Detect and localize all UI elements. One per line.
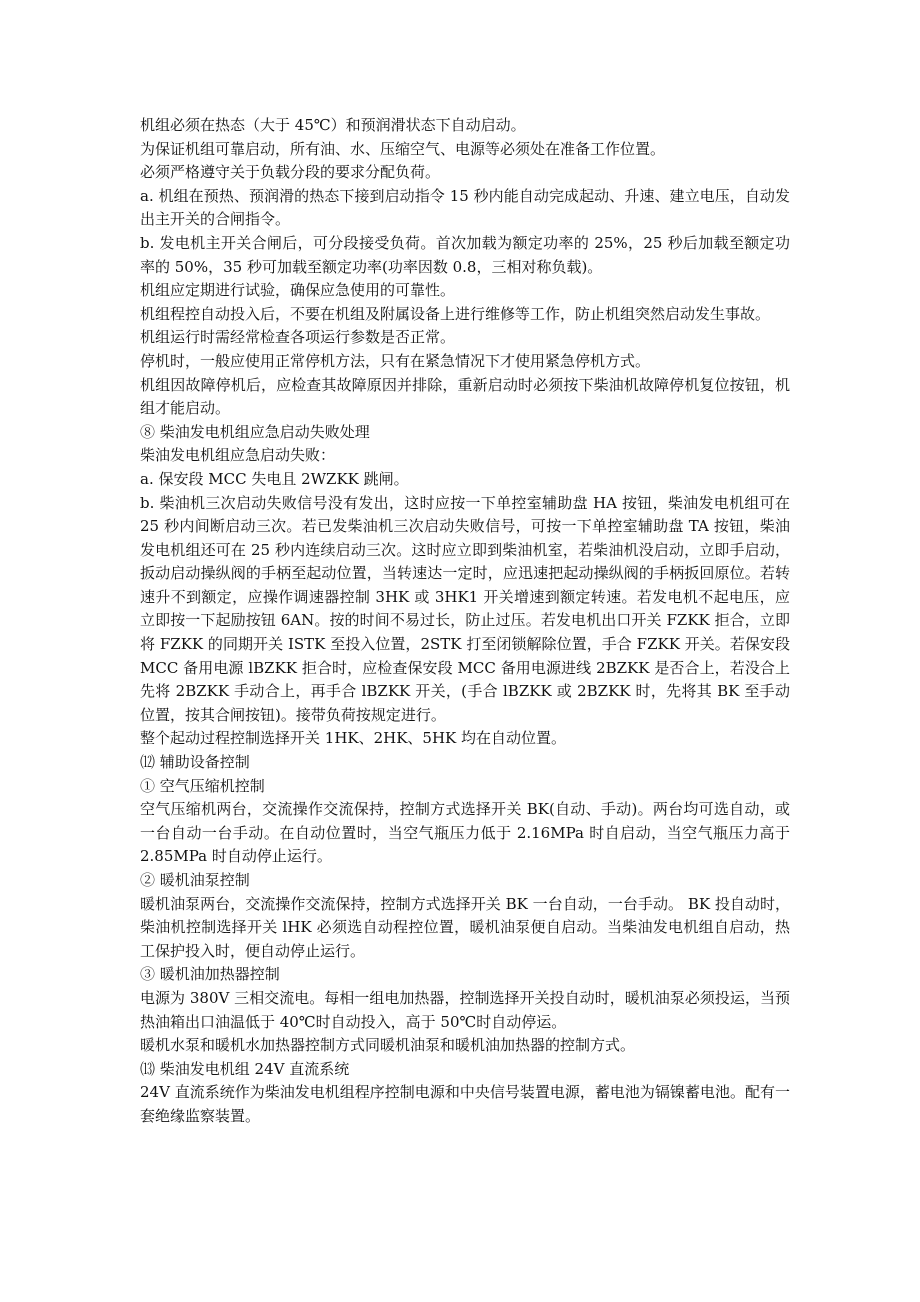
subsection-heading: ② 暖机油泵控制 [140,871,250,889]
paragraph: 暖机水泵和暖机水加热器控制方式同暖机油泵和暖机油加热器的控制方式。 [140,1036,636,1055]
paragraph: 机组应定期进行试验，确保应急使用的可靠性。 [140,281,456,300]
section-heading: ⒀ 柴油发电机组 24V 直流系统 [140,1059,350,1078]
paragraph: a. 机组在预热、预润滑的热态下接到启动指令 15 秒内能自动完成起动、升速、建立电压，自动发出主开关的合闸指令。 [140,186,790,229]
subsection-heading: ③ 暖机油加热器控制 [140,965,280,984]
section-heading: ⑧ 柴油发电机组应急启动失败处理 [140,422,370,441]
paragraph: 电源为 380V 三相交流电。每相一组电加热器，控制选择开关投自动时，暖机油泵必须投运，当预热油箱出口油温低于 40℃时自动投入，高于 50℃时自动停运。 [140,988,790,1031]
paragraph: 柴油发电机组应急启动失败： [140,446,336,465]
paragraph: 为保证机组可靠启动，所有油、水、压缩空气、电源等必须处在准备工作位置。 [140,139,666,158]
paragraph: b. 柴油机三次启动失败信号没有发出，这时应按一下单控室辅助盘 HA 按钮，柴油发电机组可在 25 秒内间断启动三次。若已发柴油机三次启动失败信号，可按一下单控室辅助盘 TA 按钮，柴油发电机组还可在 25 秒内连续启动三次。这时应立即到柴油机室，若柴油机没启动，立即手启动，扳动启动操纵阀的手柄至起动位置，当转速达一定时，应迅速把起动操纵阀的手柄扳回原位。若转速升不到额定，应操作调速器控制 3HK 或 3HK1 开关增速到额定转速。若发电机不起电压，应立即按一下起励按钮 6AN。按的时间不易过长，防止过压。若发电机出口开关 FZKK 拒合，立即将 FZKK 的同期开关 ISTK 至投入位置，2STK 打至闭锁解除位置，手合 FZKK 开关。若保安段 MCC 备用电源 lBZKK 拒合时，应检查保安段 MCC 备用电源进线 2BZKK 是否合上，若没合上先将 2BZKK 手动合上，再手合 lBZKK 开关，(手合 lBZKK 或 2BZKK 时，先将其 BK 至手动位置，按其合闸按钮)。接带负荷按规定进行。 [140,493,790,724]
paragraph: 停机时，一般应使用正常停机方法，只有在紧急情况下才使用紧急停机方式。 [140,351,651,370]
subsection-heading: ① 空气压缩机控制 [140,776,265,795]
paragraph: a. 保安段 MCC 失电且 2WZKK 跳闸。 [140,469,409,488]
paragraph: 必须严格遵守关于负载分段的要求分配负荷。 [140,163,441,182]
paragraph: 机组程控自动投入后，不要在机组及附属设备上进行维修等工作，防止机组突然启动发生事故。 [140,304,771,323]
paragraph: 机组运行时需经常检查各项运行参数是否正常。 [140,328,456,347]
paragraph: 空气压缩机两台，交流操作交流保持，控制方式选择开关 BK(自动、手动)。两台均可选自动，或一台自动一台手动。在自动位置时，当空气瓶压力低于 2.16MPa 时自启动，当空气瓶压力高于 2.85MPa 时自动停止运行。 [140,800,790,866]
paragraph: 24V 直流系统作为柴油发电机组程序控制电源和中央信号装置电源，蓄电池为镉镍蓄电池。配有一套绝缘监察装置。 [140,1083,790,1125]
paragraph: 暖机油泵两台，交流操作交流保持，控制方式选择开关 BK 一台自动，一台手动。 BK 投自动时，柴油机控制选择开关 lHK 必须选自动程控位置，暖机油泵便自启动。当柴油发电机组自启动，热工保护投入时，便自动停止运行。 [140,894,790,960]
paragraph: b. 发电机主开关合闸后，可分段接受负荷。首次加载为额定功率的 25%，25 秒后加载至额定功率的 50%，35 秒可加载至额定功率(功率因数 0.8，三相对称负载)。 [140,233,790,276]
section-heading: ⑿ 辅助设备控制 [140,753,250,772]
paragraph: 整个起动过程控制选择开关 1HK、2HK、5HK 均在自动位置。 [140,729,567,748]
paragraph: 机组因故障停机后，应检查其故障原因并排除，重新启动时必须按下柴油机故障停机复位按钮，机组才能启动。 [140,375,790,418]
paragraph: 机组必须在热态（大于 45℃）和预润滑状态下自动启动。 [140,116,526,134]
document-body [140,114,790,1129]
